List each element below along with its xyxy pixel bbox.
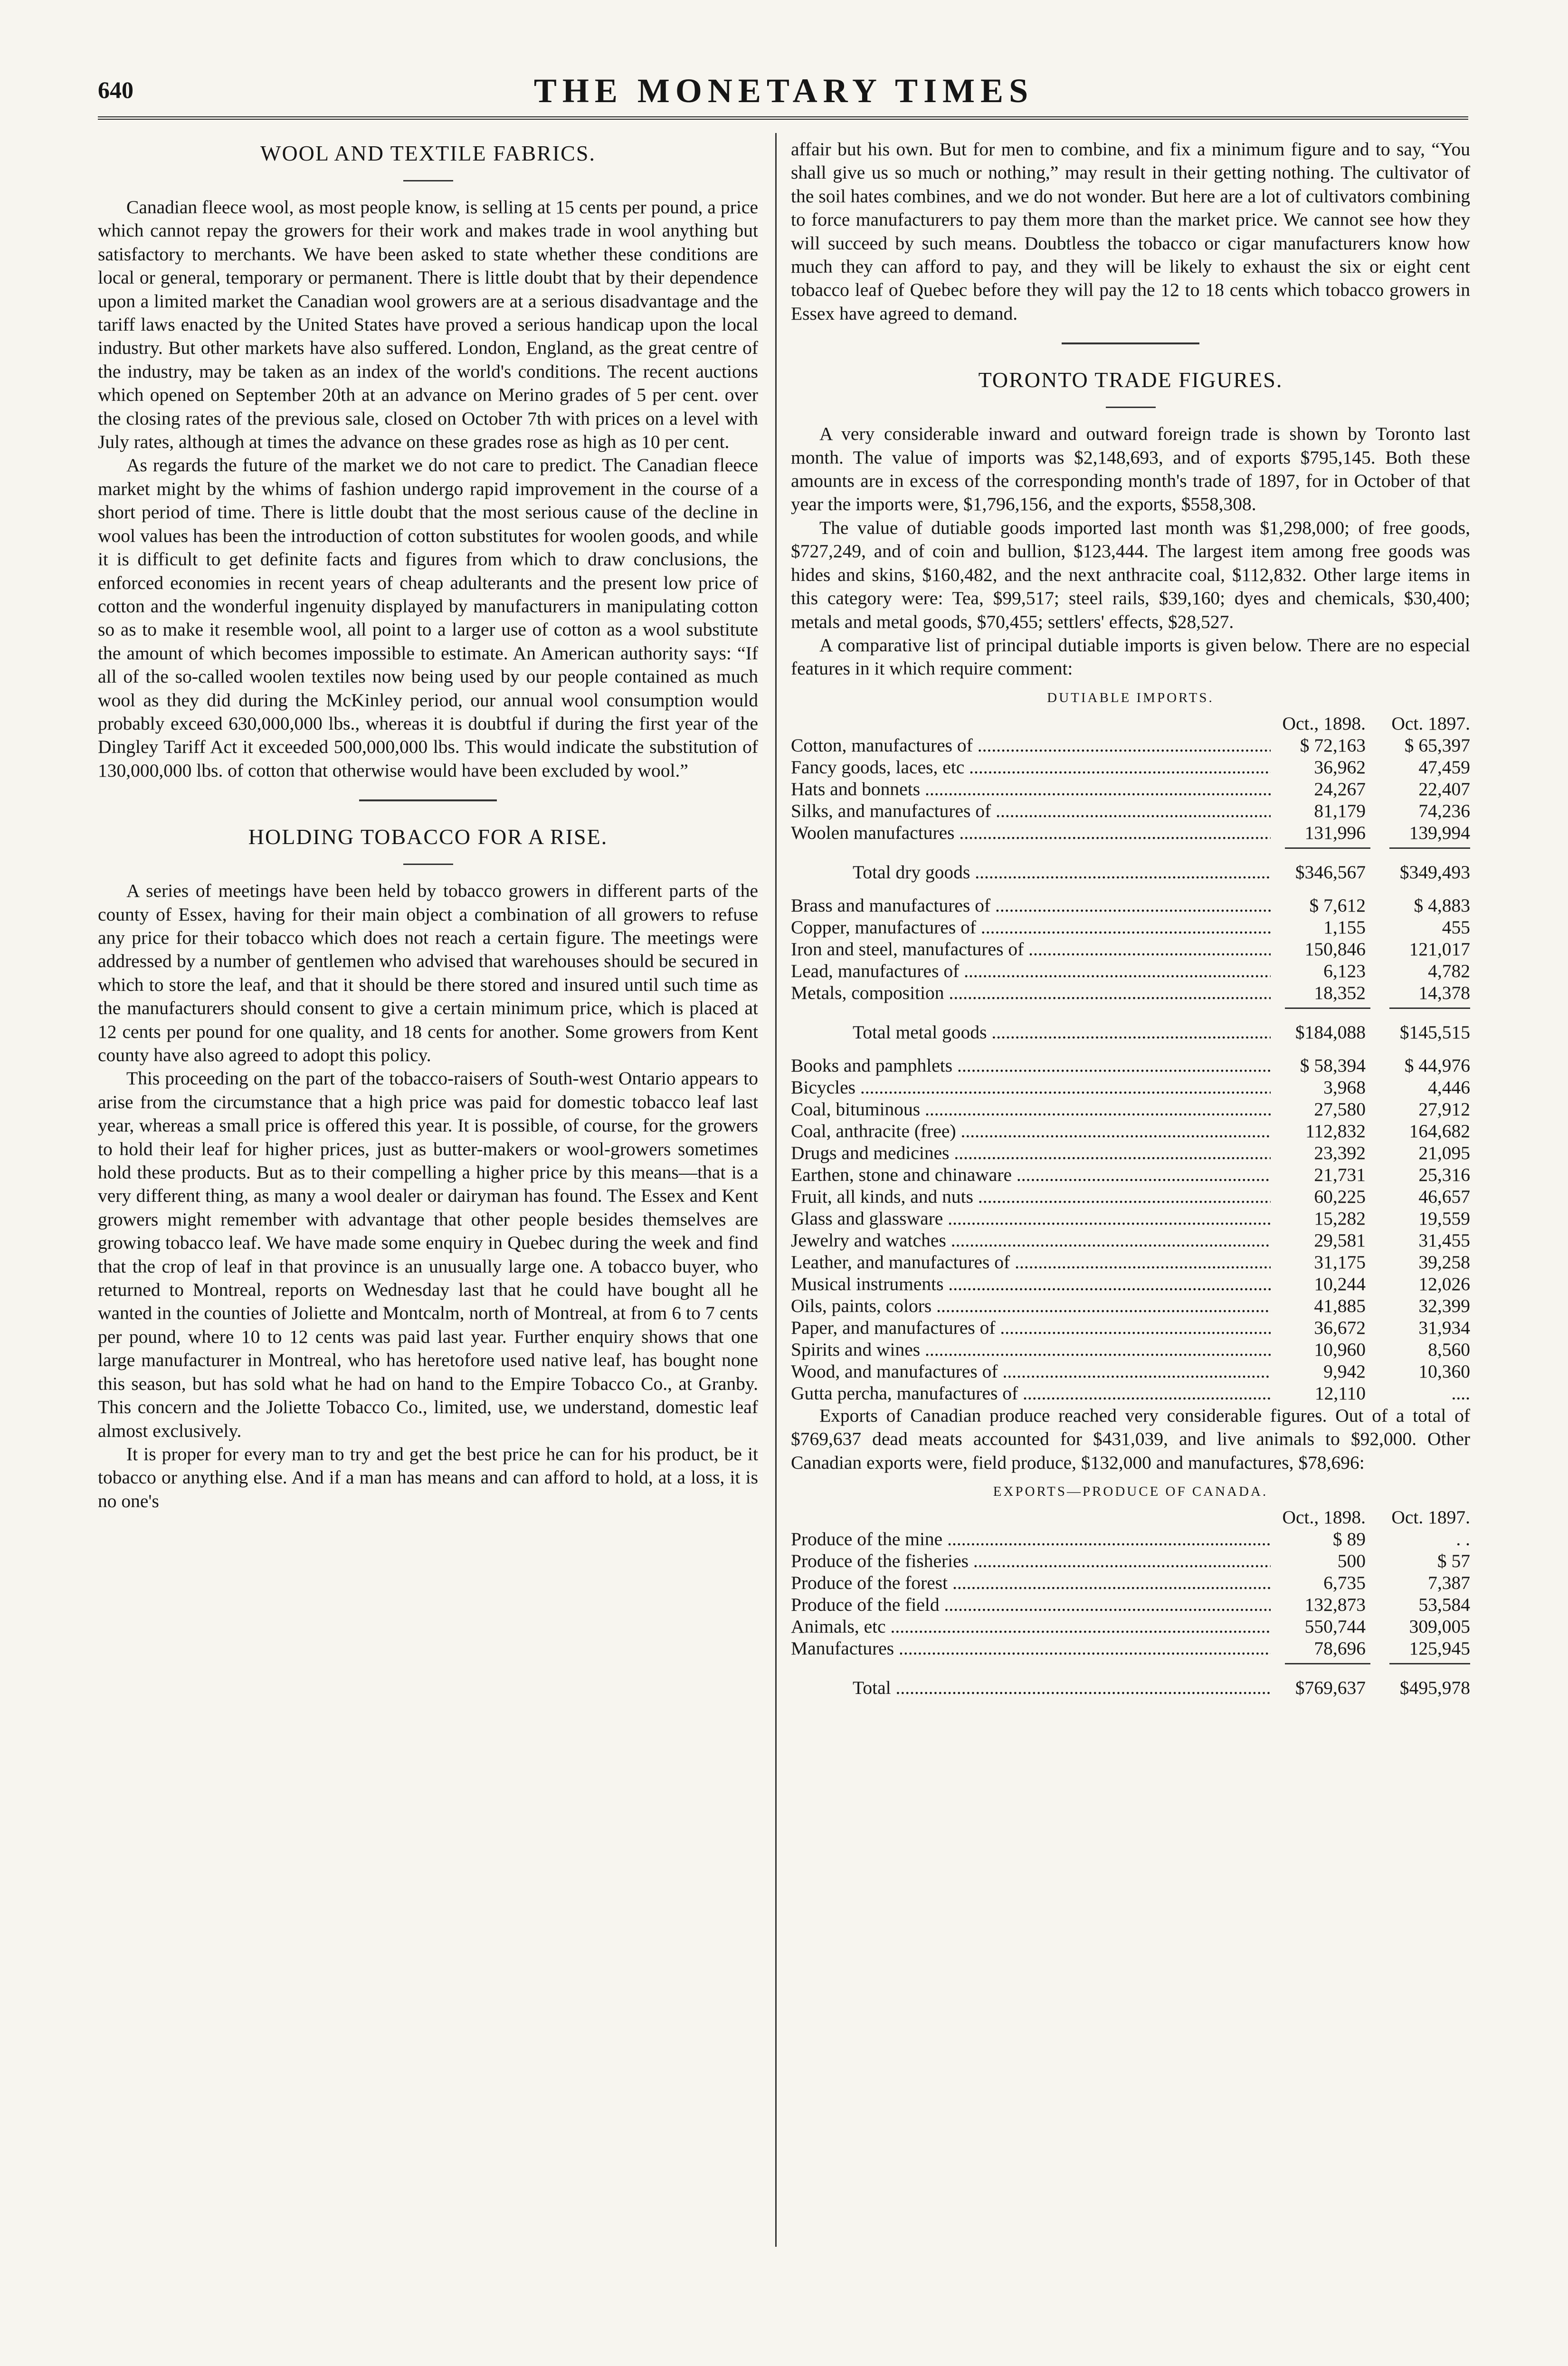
total-dry-goods-row — [791, 861, 1470, 883]
table-row — [791, 1164, 1470, 1186]
value-1897: 121,017 — [1409, 938, 1470, 960]
table-row — [791, 1055, 1470, 1076]
table-row — [791, 822, 1470, 844]
value-1898: 24,267 — [1314, 778, 1366, 799]
value-1897: 31,455 — [1418, 1229, 1470, 1251]
table-row — [791, 1615, 1470, 1637]
table-row — [791, 1382, 1470, 1404]
table-row — [791, 1273, 1470, 1295]
table-label: Gutta percha, manufactures of ..... — [791, 1382, 1271, 1404]
table-row — [791, 734, 1470, 756]
table-label: Fancy goods, laces, etc ..... — [791, 756, 1271, 778]
subtotal-rule — [791, 1663, 1470, 1664]
value-1898: 15,282 — [1314, 1207, 1366, 1229]
value-1898: 3,968 — [1323, 1076, 1366, 1098]
value-1897: 47,459 — [1418, 756, 1470, 778]
value-1898: 1,155 — [1323, 916, 1366, 938]
value-1897: 31,934 — [1418, 1317, 1470, 1338]
value-1897: 25,316 — [1418, 1164, 1470, 1185]
title-rule — [1106, 407, 1156, 408]
value-1897: 27,912 — [1418, 1098, 1470, 1120]
table-row — [791, 1142, 1470, 1164]
table-row — [791, 1550, 1470, 1572]
value-1897: 19,559 — [1418, 1207, 1470, 1229]
value-1898: $346,567 — [1295, 861, 1366, 883]
table-label: Musical instruments ..... — [791, 1273, 1271, 1295]
tobacco-paragraph-3: It is proper for every man to try and get the best price he can for his product, be it tobacco or anything else. And if a man has means and can afford to hold, at a loss, it is no one's — [98, 1443, 758, 1511]
value-1898: 23,392 — [1314, 1142, 1366, 1163]
value-1898: 6,735 — [1323, 1572, 1366, 1593]
total-metal-goods-row — [791, 1021, 1470, 1043]
table-row — [791, 1594, 1470, 1615]
table-label: Books and pamphlets ..... — [791, 1055, 1271, 1076]
table-row — [791, 1076, 1470, 1098]
table-row — [791, 1317, 1470, 1339]
table-label: Wood, and manufactures of ..... — [791, 1360, 1271, 1382]
value-1897: $349,493 — [1399, 861, 1470, 883]
value-1897: 4,446 — [1428, 1076, 1470, 1098]
table-row — [791, 916, 1470, 938]
value-1897: 8,560 — [1428, 1339, 1470, 1360]
table-label: Lead, manufactures of ..... — [791, 960, 1271, 982]
exports-total-row — [791, 1677, 1470, 1699]
value-1897: $ 57 — [1437, 1550, 1470, 1571]
dry-goods-rows — [791, 734, 1470, 844]
table-label: Produce of the forest ..... — [791, 1572, 1271, 1594]
value-1898: $769,637 — [1295, 1677, 1366, 1698]
table-label: Drugs and medicines ..... — [791, 1142, 1271, 1164]
value-1898: 78,696 — [1314, 1637, 1366, 1659]
value-1898: 10,960 — [1314, 1339, 1366, 1360]
value-1898: 36,672 — [1314, 1317, 1366, 1338]
value-1897: 139,994 — [1409, 822, 1470, 843]
toronto-paragraph-4: Exports of Canadian produce reached very considerable figures. Out of a total of $769,637 dead meats accounted for $431,039, and live animals to $92,000. Other Canadian exports were, field produce, $132,000 and manufactures, $78,696: — [791, 1405, 1470, 1473]
value-1898: 9,942 — [1323, 1360, 1366, 1382]
table-row — [791, 1572, 1470, 1594]
col-header-1898: Oct., 1898. — [1282, 1506, 1366, 1528]
value-1897: 22,407 — [1418, 778, 1470, 799]
table-label: Hats and bonnets ..... — [791, 778, 1271, 800]
value-1897: 53,584 — [1418, 1594, 1470, 1615]
table-row — [791, 1186, 1470, 1207]
value-1897: $ 4,883 — [1414, 894, 1470, 916]
toronto-paragraph-1: A very considerable inward and outward foreign trade is shown by Toronto last month. The value of imports was $2,148,693, and of exports $795,145. Both these amounts are in excess of the corresponding month's trade of 1897, for in October of that year the imports were, $1,796,156, and the exports, $558,308. — [791, 423, 1470, 515]
table-label: Oils, paints, colors ..... — [791, 1295, 1271, 1317]
value-1897: 32,399 — [1418, 1295, 1470, 1316]
value-1897: 125,945 — [1409, 1637, 1470, 1659]
value-1898: 31,175 — [1314, 1251, 1366, 1273]
table-label: Iron and steel, manufactures of ..... — [791, 938, 1271, 960]
table-label: Earthen, stone and chinaware ..... — [791, 1164, 1271, 1186]
value-1897: $ 65,397 — [1404, 734, 1470, 756]
right-column — [791, 138, 1470, 1699]
dutiable-header-row — [791, 713, 1470, 734]
table-row — [791, 894, 1470, 916]
table-row — [791, 1098, 1470, 1120]
subtotal-rule — [791, 1007, 1470, 1009]
value-1897: $ 44,976 — [1404, 1055, 1470, 1076]
table-row — [791, 960, 1470, 982]
col-header-1898: Oct., 1898. — [1282, 713, 1366, 734]
value-1898: 29,581 — [1314, 1229, 1366, 1251]
table-label: Copper, manufactures of ..... — [791, 916, 1271, 938]
value-1897: 39,258 — [1418, 1251, 1470, 1273]
left-column — [98, 138, 758, 1513]
value-1898: 131,996 — [1304, 822, 1366, 843]
value-1898: $ 58,394 — [1300, 1055, 1366, 1076]
table-label: Coal, anthracite (free) ..... — [791, 1120, 1271, 1142]
table-row — [791, 756, 1470, 778]
tobacco-paragraph-2: This proceeding on the part of the tobacco-raisers of South-west Ontario appears to arise from the circumstance that a high price was paid for domestic tobacco leaf last year, whereas a small price is offered this year. It is possible, of course, for the growers to hold their leaf for higher prices, just as butter-makers or wool-growers sometimes hold these products. But as to their compelling a higher price by this means—that is a very different thing, as many a wool dealer or dairyman has found. The Essex and Kent growers might remember with advantage that other people besides themselves are growing tobacco leaf. We have made some enquiry in Quebec during the week and find that the crop of leaf in that province is an unusually large one. A tobacco buyer, who returned to Montreal, reports on Wednesday last that he could have bought all he wanted in the counties of Joliette and Montcalm, north of Montreal, at from 6 to 7 cents per pound, where 10 to 12 cents was paid last year. Further enquiry shows that one large manufacturer in Montreal, who has heretofore used native leaf, has bought none this season, but has sold what he had on hand to the Empire Tobacco Co., at Granby. This concern and the Joliette Tobacco Co., limited, use, we understand, domestic leaf almost exclusively. — [98, 1068, 758, 1441]
col-header-1897: Oct. 1897. — [1391, 1506, 1470, 1528]
table-row — [791, 1295, 1470, 1317]
exports-header-row — [791, 1506, 1470, 1528]
article-title-toronto: TORONTO TRADE FIGURES. — [978, 368, 1283, 392]
value-1897: 7,387 — [1428, 1572, 1470, 1593]
column-divider — [775, 133, 777, 2247]
table-row — [791, 778, 1470, 800]
table-label: Woolen manufactures ..... — [791, 822, 1271, 844]
masthead: THE MONETARY TIMES — [533, 72, 1034, 110]
tobacco-paragraph-1: A series of meetings have been held by tobacco growers in different parts of the county of Essex, having for their main object a combination of all growers to refuse any price for their tobacco which does not reach a certain figure. The meetings were addressed by a number of gentlemen who advised that warehouses should be secured in which to store the leaf, and that it should be there stored and insured until such time as the manufacturers should consent to give a certain minimum price, which is placed at 12 cents per pound for one quality, and 18 cents for another. Some growers from Kent county have also agreed to adopt this policy. — [98, 880, 758, 1065]
exports-title: EXPORTS—PRODUCE OF CANADA. — [993, 1483, 1268, 1499]
value-1897: 455 — [1442, 916, 1470, 938]
header-rule — [98, 116, 1468, 120]
table-label: Total metal goods ..... — [791, 1021, 1271, 1043]
value-1897: .... — [1451, 1382, 1470, 1404]
table-label: Fruit, all kinds, and nuts ..... — [791, 1186, 1271, 1207]
table-label: Produce of the field ..... — [791, 1594, 1271, 1615]
value-1898: 21,731 — [1314, 1164, 1366, 1185]
table-label: Leather, and manufactures of ..... — [791, 1251, 1271, 1273]
page-number: 640 — [98, 76, 133, 103]
value-1898: $ 89 — [1332, 1528, 1366, 1549]
table-row — [791, 1251, 1470, 1273]
table-label: Brass and manufactures of ..... — [791, 894, 1271, 916]
value-1898: 36,962 — [1314, 756, 1366, 778]
value-1898: 112,832 — [1305, 1120, 1366, 1141]
table-label: Produce of the fisheries ..... — [791, 1550, 1271, 1572]
subtotal-rule — [791, 847, 1470, 849]
table-label: Silks, and manufactures of ..... — [791, 800, 1271, 822]
title-rule — [403, 864, 453, 865]
value-1898: 81,179 — [1314, 800, 1366, 821]
value-1897: $145,515 — [1399, 1021, 1470, 1043]
value-1897: 21,095 — [1418, 1142, 1470, 1163]
value-1898: 12,110 — [1314, 1382, 1366, 1404]
article-separator — [1062, 342, 1199, 344]
value-1898: 150,846 — [1304, 938, 1366, 960]
article-separator — [359, 799, 497, 801]
value-1897: 10,360 — [1418, 1360, 1470, 1382]
title-rule — [403, 180, 453, 181]
value-1898: 18,352 — [1314, 982, 1366, 1003]
value-1898: $ 72,163 — [1300, 734, 1366, 756]
dutiable-imports-title: DUTIABLE IMPORTS. — [1047, 690, 1214, 705]
table-label: Manufactures ..... — [791, 1637, 1271, 1659]
value-1898: $184,088 — [1295, 1021, 1366, 1043]
value-1898: 550,744 — [1304, 1615, 1366, 1637]
export-rows — [791, 1528, 1470, 1659]
table-label: Bicycles ..... — [791, 1076, 1271, 1098]
table-label: Animals, etc ..... — [791, 1615, 1271, 1637]
col-header-1897: Oct. 1897. — [1391, 713, 1470, 734]
table-label: Spirits and wines ..... — [791, 1339, 1271, 1360]
table-row — [791, 800, 1470, 822]
value-1897: 14,378 — [1418, 982, 1470, 1003]
table-row — [791, 1229, 1470, 1251]
value-1897: 74,236 — [1418, 800, 1470, 821]
table-label: Paper, and manufactures of ..... — [791, 1317, 1271, 1339]
value-1897: 164,682 — [1409, 1120, 1470, 1141]
table-row — [791, 938, 1470, 960]
wool-paragraph-1: Canadian fleece wool, as most people know, is selling at 15 cents per pound, a price which cannot repay the growers for their work and makes trade in wool anything but satisfactory to merchants. We have been asked to state whether these conditions are local or general, temporary or permanent. There is little doubt that by their dependence upon a limited market the Canadian wool growers are at a serious disadvantage and the tariff laws enacted by the United States have proved a serious handicap upon the local industry. But other markets have also suffered. London, England, as the great centre of the industry, may be taken as an index of the world's conditions. The recent auctions which opened on September 20th at an advance on Merino grades of 5 per cent. over the closing rates of the previous sale, closed on October 7th with prices on a level with July rates, although at times the advance on these grades rose as high as 10 per cent. — [98, 197, 758, 453]
tobacco-paragraph-4: affair but his own. But for men to combine, and fix a minimum figure and to say, “You shall give us so much or nothing,” may result in their getting nothing. The cultivator of the soil hates combines, and we do not wonder. But here are a lot of cultivators combining to force manufacturers to pay them more than the market price. We cannot see how they will succeed by such means. Doubtless the tobacco or cigar manufacturers know how much they can afford to pay, and they will be likely to exhaust the six or eight cent tobacco leaf of Quebec before they will pay the 12 to 18 cents which tobacco growers in Essex have agreed to demand. — [791, 139, 1470, 324]
value-1897: 4,782 — [1428, 960, 1470, 981]
value-1898: 60,225 — [1314, 1186, 1366, 1207]
value-1898: 500 — [1337, 1550, 1366, 1571]
metal-goods-rows — [791, 894, 1470, 1004]
article-title-tobacco: HOLDING TOBACCO FOR A RISE. — [248, 825, 608, 849]
value-1898: 41,885 — [1314, 1295, 1366, 1316]
table-row — [791, 1528, 1470, 1550]
table-label: Metals, composition ..... — [791, 982, 1271, 1004]
table-row — [791, 1120, 1470, 1142]
value-1898: 27,580 — [1314, 1098, 1366, 1120]
toronto-paragraph-3: A comparative list of principal dutiable imports is given below. There are no especial features in it which require comment: — [791, 634, 1470, 679]
value-1898: $ 7,612 — [1309, 894, 1366, 916]
table-label: Produce of the mine ..... — [791, 1528, 1271, 1550]
table-label: Cotton, manufactures of ..... — [791, 734, 1271, 756]
toronto-paragraph-2: The value of dutiable goods imported last month was $1,298,000; of free goods, $727,249, and of coin and bullion, $123,444. The largest item among free goods was hides and skins, $160,482, and the next anthracite coal, $112,832. Other large items in this category were: Tea, $99,517; steel rails, $39,160; dyes and chemicals, $30,400; metals and metal goods, $70,455; settlers' effects, $28,527. — [791, 517, 1470, 632]
value-1897: 46,657 — [1418, 1186, 1470, 1207]
article-title-wool: WOOL AND TEXTILE FABRICS. — [260, 141, 596, 165]
table-label: Total ..... — [791, 1677, 1271, 1699]
table-row — [791, 982, 1470, 1004]
table-label: Total dry goods ..... — [791, 861, 1271, 883]
table-row — [791, 1207, 1470, 1229]
wool-paragraph-2: As regards the future of the market we do not care to predict. The Canadian fleece market might by the whims of fashion undergo rapid improvement in the course of a short period of time. There is little doubt that the most serious cause of the decline in wool values has been the introduction of cotton substitutes for woolen goods, and while it is difficult to get definite facts and figures from which to draw conclusions, the enforced economies in recent years of cheap adulterants and the present low price of cotton and the wonderful ingenuity displayed by manufacturers in manipulating cotton so as to make it resemble wool, all point to a larger use of cotton as a wool substitute the amount of which becomes impossible to estimate. An American authority says: “If all of the so-called woolen textiles now being used by our people contained as much wool as they did during the McKinley period, our annual wool consumption would probably exceed 630,000,000 lbs., whereas it is doubtful if during the first year of the Dingley Tariff Act it exceeded 500,000,000 lbs. This would indicate the substitution of 130,000,000 lbs. of cotton that otherwise would have been excluded by wool.” — [98, 455, 758, 781]
value-1898: 132,873 — [1304, 1594, 1366, 1615]
table-row — [791, 1339, 1470, 1360]
value-1897: $495,978 — [1399, 1677, 1470, 1698]
table-row — [791, 1637, 1470, 1659]
value-1897: 309,005 — [1409, 1615, 1470, 1637]
value-1898: 10,244 — [1314, 1273, 1366, 1294]
table-label: Jewelry and watches ..... — [791, 1229, 1271, 1251]
table-row — [791, 1360, 1470, 1382]
value-1898: 6,123 — [1323, 960, 1366, 981]
value-1897: . . — [1456, 1528, 1470, 1549]
misc-goods-rows — [791, 1055, 1470, 1404]
table-label: Coal, bituminous ..... — [791, 1098, 1271, 1120]
table-label: Glass and glassware ..... — [791, 1207, 1271, 1229]
value-1897: 12,026 — [1418, 1273, 1470, 1294]
